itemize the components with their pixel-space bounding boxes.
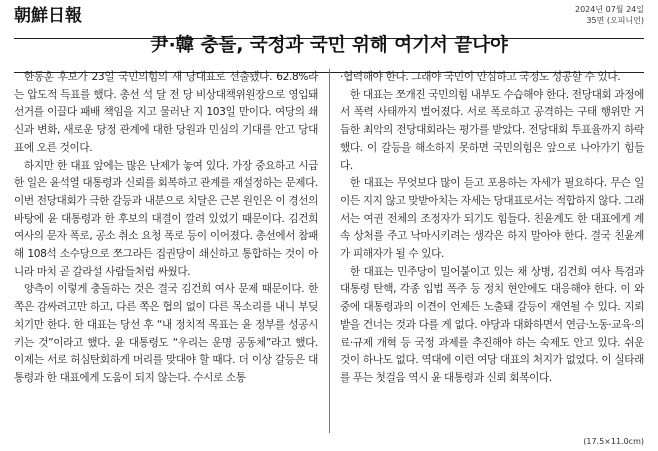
page-section: 35면 (오피니언) <box>586 16 644 25</box>
body-paragraph: 양측이 이렇게 충돌하는 것은 결국 김건희 여사 문제 때문이다. 한쪽은 감싸려고만 하고, 다른 쪽은 협의 없이 다른 목소리를 내니 부딪치기만 한다. 한 대표는 당선 후 “내 정치적 목표는 윤 정부를 성공시키는 것”이라고 했다. 윤 대통령도 “우리는 운명 공동체”라고 했다. 이제는 서로 허심탄회하게 머리를 맞대야 할 때다. 더 이상 갈등은 대통령과 한 대표에게 도움이 되지 않는다. 수시로 소통 <box>14 283 318 384</box>
editorial-headline: 尹·韓 충돌, 국정과 국민 위해 여기서 끝나야 <box>150 35 508 56</box>
body-paragraph: 하지만 한 대표 앞에는 많은 난제가 놓여 있다. 가장 중요하고 시급한 일은 윤석열 대통령과 신뢰를 회복하고 관계를 재설정하는 문제다. 이번 전당대회가 극한 갈등과 내분으로 치달은 근본 원인은 이 경선의 바탕에 윤 대통령과 한 후보의 대결이 깔려 있었기 때문이다. 김건희 여사의 문자 폭로, 공소 취소 요청 폭로 등이 이어졌다. 총선에서 참패해 108석 소수당으로 쪼그라든 집권당이 쇄신하고 통합하는 것이 아니라 마치 곧 갈라설 사람들처럼 싸웠다. <box>14 159 318 278</box>
publication-date: 2024년 07월 24일 <box>575 5 644 14</box>
dateline <box>575 4 644 26</box>
body-paragraph: 한 대표는 쪼개진 국민의힘 내부도 수습해야 한다. 전당대회 과정에서 폭력 사태까지 벌어졌다. 서로 폭로하고 공격하는 구태 행위만 거듭한 최악의 전당대회라는 평가를 받았다. 전당대회 투표율까지 하락했다. 이 갈등을 해소하지 못하면 국민의힘은 앞으로 나아가기 힘들다. <box>340 88 645 172</box>
body-paragraph-continued: ·협력해야 한다. 그래야 국민이 안심하고 국정도 성공할 수 있다. <box>340 71 621 83</box>
column-divider <box>329 69 330 433</box>
clipping-size-note: (17.5×11.0cm) <box>583 437 644 446</box>
body-column-left <box>14 69 318 388</box>
body-column-right <box>340 69 644 388</box>
newspaper-masthead: 朝鮮日報 <box>14 6 82 26</box>
body-paragraph: 한 대표는 민주당이 밀어붙이고 있는 채 상병, 김건희 여사 특검과 대통령 탄핵, 각종 입법 폭주 등 정치 현안에도 대응해야 한다. 이 와중에 대통령과의 이견이 언제든 노출돼 갈등이 재연될 수 있다. 지뢰밭을 건너는 것과 다를 게 없다. 야당과 대화하면서 연금·노동·교육·의료·규제 개혁 등 국정 과제를 추진해야 하는 숙제도 안고 있다. 쉬운 것이 하나도 없다. 역대에 이런 여당 대표의 처지가 없었다. 이 실타래를 푸는 첫걸음 역시 윤 대통령과 신뢰 회복이다. <box>340 265 644 384</box>
body-paragraph: 한 대표는 무엇보다 많이 듣고 포용하는 자세가 필요하다. 무슨 일이든 지지 않고 맞받아치는 자세는 당대표로서는 적합하지 않다. 그래서는 여권 전체의 조정자가 되기도 힘들다. 친윤계도 한 대표에게 계속 상처를 주고 낙마시키려는 생각은 하지 말아야 한다. 결국 친윤계가 피해자가 될 수 있다. <box>340 177 644 261</box>
body-paragraph: 한동훈 후보가 23일 국민의힘의 새 당대표로 선출됐다. 62.8%라는 압도적 득표를 했다. 총선 석 달 전 당 비상대책위원장으로 영입돼 선거를 이끌다 패배 책임을 지고 물러난 지 103일 만이다. 여당의 쇄신과 변화, 새로운 당정 관계에 대한 당원과 민심의 기대를 안고 당대표에 오른 것이다. <box>14 71 318 154</box>
